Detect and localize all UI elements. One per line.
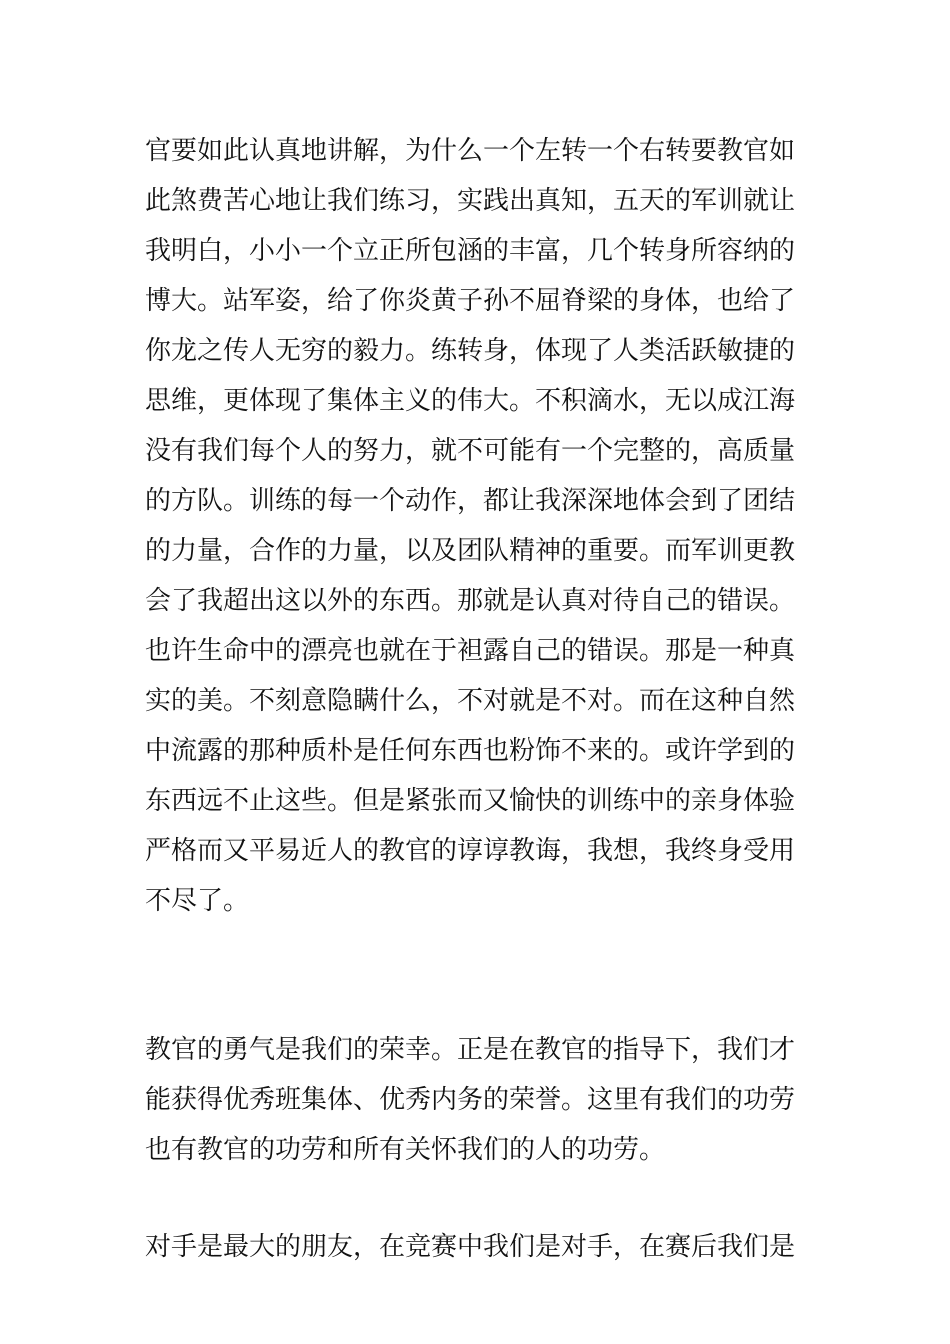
text-line: 教官的勇气是我们的荣幸。正是在教官的指导下，我们才: [145, 1035, 796, 1065]
text-line: 我明白，小小一个立正所包涵的丰富，几个转身所容纳的: [145, 236, 796, 266]
text-line: 能获得优秀班集体、优秀内务的荣誉。这里有我们的功劳: [145, 1085, 796, 1115]
text-line: 此煞费苦心地让我们练习，实践出真知，五天的军训就让: [145, 186, 796, 216]
text-line: 的方队。训练的每一个动作，都让我深深地体会到了团结: [145, 486, 796, 516]
text-line: 会了我超出这以外的东西。那就是认真对待自己的错误。: [145, 586, 796, 616]
paragraph-rivals-friends: [145, 1222, 810, 1272]
text-line: 没有我们每个人的努力，就不可能有一个完整的，高质量: [145, 436, 796, 466]
text-line: 实的美。不刻意隐瞒什么，不对就是不对。而在这种自然: [145, 686, 796, 716]
text-line: 你龙之传人无穷的毅力。练转身，体现了人类活跃敏捷的: [145, 336, 796, 366]
text-line: 严格而又平易近人的教官的谆谆教诲，我想，我终身受用: [145, 836, 796, 866]
text-line: 中流露的那种质朴是任何东西也粉饰不来的。或许学到的: [145, 736, 796, 766]
paragraph-military-training: [145, 126, 810, 926]
text-line: 不尽了。: [145, 886, 250, 916]
text-line: 也有教官的功劳和所有关怀我们的人的功劳。: [145, 1135, 666, 1165]
paragraph-instructor-courage: [145, 1025, 810, 1175]
text-line: 博大。站军姿，给了你炎黄子孙不屈脊梁的身体，也给了: [145, 286, 796, 316]
text-line: 思维，更体现了集体主义的伟大。不积滴水，无以成江海: [145, 386, 796, 416]
text-line: 的力量，合作的力量，以及团队精神的重要。而军训更教: [145, 536, 796, 566]
text-line: 官要如此认真地讲解，为什么一个左转一个右转要教官如: [145, 136, 796, 166]
text-line: 东西远不止这些。但是紧张而又愉快的训练中的亲身体验: [145, 786, 796, 816]
text-line: 也许生命中的漂亮也就在于袒露自己的错误。那是一种真: [145, 636, 796, 666]
text-line: 对手是最大的朋友，在竞赛中我们是对手，在赛后我们是: [145, 1232, 796, 1262]
